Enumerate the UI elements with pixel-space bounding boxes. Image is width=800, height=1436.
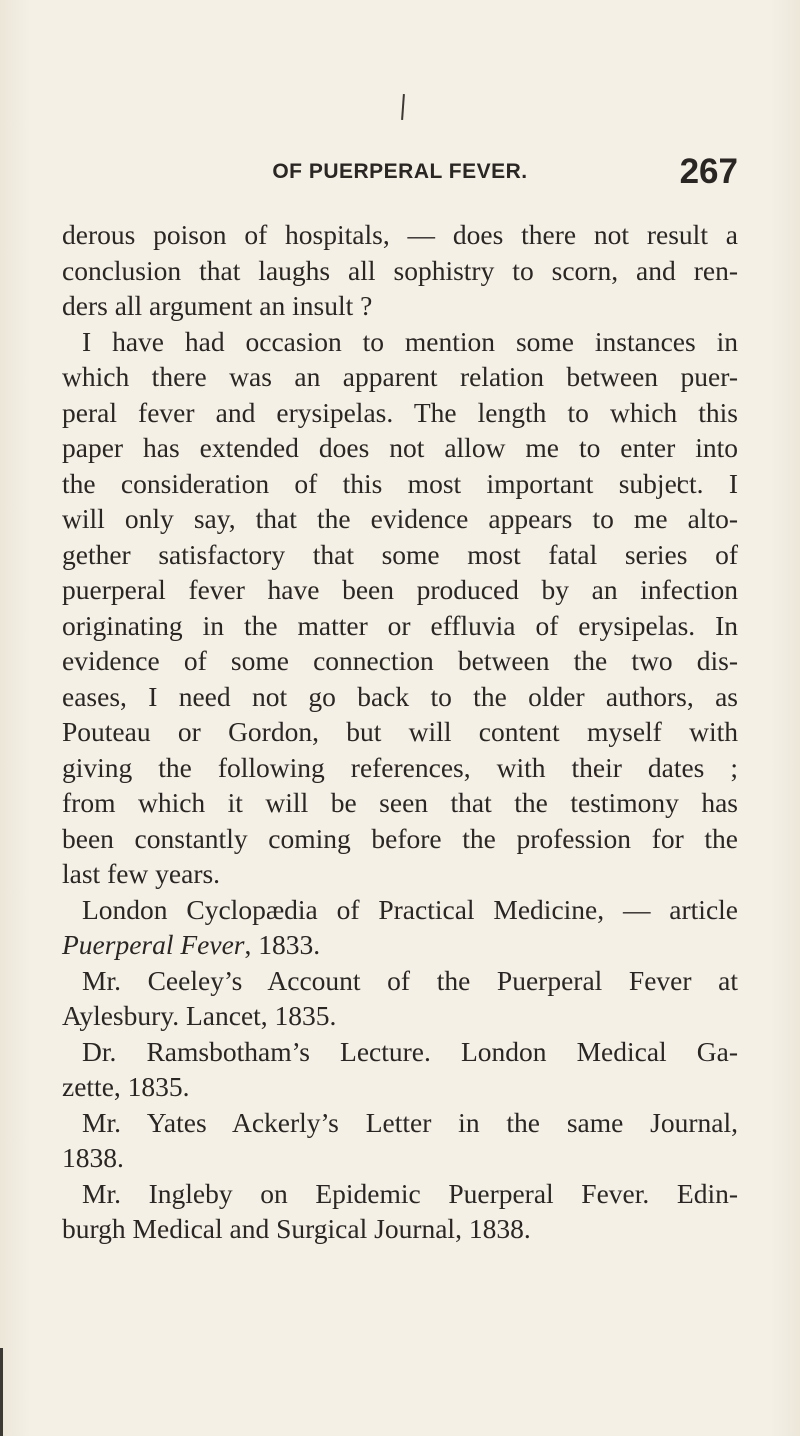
- page-edge-mark: [0, 1348, 3, 1436]
- text-line: last few years.: [62, 858, 221, 889]
- text-line: derous poison of hospitals, — does there not result a: [62, 219, 738, 250]
- text-line: puerperal fever have been produced by an infection: [62, 574, 738, 605]
- text-line: Mr. Yates Ackerly’s Letter in the same Journal,: [82, 1106, 738, 1138]
- text-line: originating in the matter or effluvia of erysipelas. In: [62, 609, 738, 641]
- text-line: evidence of some connection between the two dis-: [62, 645, 738, 676]
- text-line: I have had occasion to mention some instances in: [82, 325, 738, 357]
- text-line: Mr. Ingleby on Epidemic Puerperal Fever. Edin-: [82, 1177, 738, 1209]
- text-line: will only say, that the evidence appears to me alto-: [62, 503, 738, 534]
- text-line: Mr. Ceeley’s Account of the Puerperal Fever at: [82, 964, 738, 996]
- text-line: giving the following references, with their dates ;: [62, 751, 738, 783]
- text-line: ders all argument an insult ?: [62, 290, 373, 321]
- text-line: paper has extended does not allow me to enter into: [62, 432, 738, 463]
- page-number: 267: [679, 152, 738, 191]
- text-line: Pouteau or Gordon, but will content myself with: [62, 716, 738, 747]
- text-line-reference: [62, 927, 738, 963]
- reference-date: , 1833.: [244, 929, 321, 960]
- text-line: Aylesbury. Lancet, 1835.: [62, 1000, 337, 1031]
- text-line: eases, I need not go back to the older authors, as: [62, 680, 738, 712]
- text-line: which there was an apparent relation between puer-: [62, 361, 738, 392]
- text-line: gether satisfactory that some most fatal series of: [62, 538, 738, 570]
- running-title: OF PUERPERAL FEVER.: [272, 160, 528, 183]
- text-line: burgh Medical and Surgical Journal, 1838.: [62, 1213, 531, 1244]
- text-line: from which it will be seen that the testimony has: [62, 787, 738, 818]
- text-line: 1838.: [62, 1142, 124, 1173]
- text-line: peral fever and erysipelas. The length to which this: [62, 396, 738, 428]
- text-line: London Cyclopædia of Practical Medicine, — article: [82, 893, 738, 925]
- italic-title: Puerperal Fever: [62, 929, 245, 960]
- text-line: Dr. Ramsbotham’s Lecture. London Medical Ga-: [82, 1035, 738, 1067]
- running-head: [62, 152, 738, 194]
- text-line: zette, 1835.: [62, 1071, 190, 1102]
- body-text: [62, 217, 738, 1247]
- text-line: been constantly coming before the profession for the: [62, 822, 738, 854]
- text-line: the consideration of this most important subject. I: [62, 467, 738, 499]
- text-line: conclusion that laughs all sophistry to scorn, and ren-: [62, 254, 738, 286]
